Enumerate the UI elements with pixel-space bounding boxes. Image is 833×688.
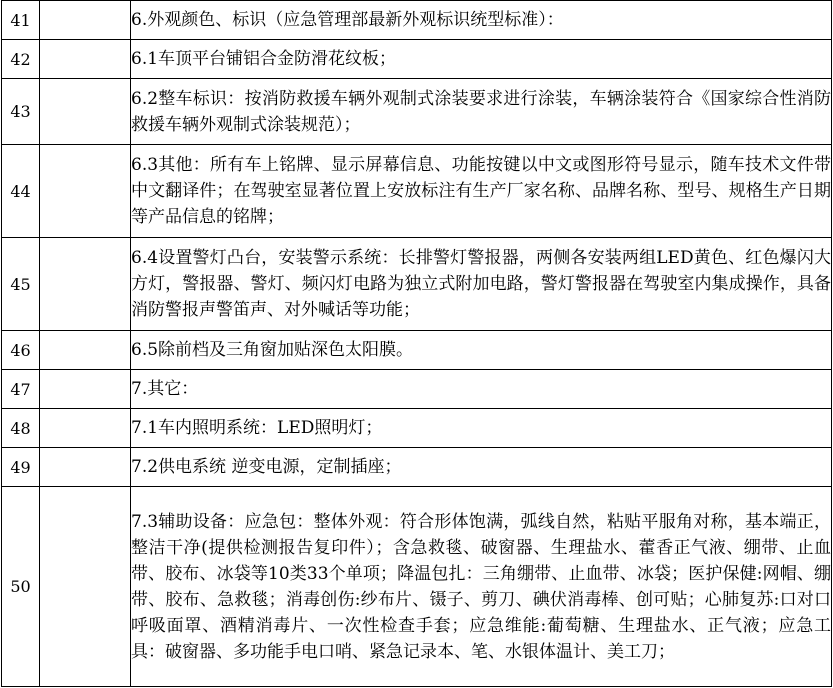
table-row [2,409,832,448]
row-text: 7.1车内照明系统：LED照明灯； [131,409,832,448]
table-row [2,145,832,238]
row-text: 7.2供电系统 逆变电源，定制插座； [131,448,832,487]
row-number: 49 [2,448,40,487]
row-number: 44 [2,145,40,238]
empty-cell [40,238,131,331]
row-text: 6.3其他：所有车上铭牌、显示屏幕信息、功能按键以中文或图形符号显示，随车技术文件带中文翻译件；在驾驶室显著位置上安放标注有生产厂家名称、品牌名称、型号、规格生产日期等产品信息的铭牌； [131,145,832,238]
empty-cell [40,40,131,79]
empty-cell [40,370,131,409]
row-text: 6.1车顶平台铺铝合金防滑花纹板； [131,40,832,79]
empty-cell [40,448,131,487]
row-number: 41 [2,1,40,40]
row-text: 6.2整车标识：按消防救援车辆外观制式涂装要求进行涂装，车辆涂装符合《国家综合性消防救援车辆外观制式涂装规范）； [131,79,832,145]
row-text: 6.5除前档及三角窗加贴深色太阳膜。 [131,331,832,370]
table-row [2,40,832,79]
empty-cell [40,79,131,145]
row-number: 46 [2,331,40,370]
table-row [2,370,832,409]
row-number: 42 [2,40,40,79]
table-row [2,238,832,331]
row-number: 50 [2,487,40,687]
row-number: 45 [2,238,40,331]
empty-cell [40,145,131,238]
row-number: 47 [2,370,40,409]
table-row [2,79,832,145]
row-number: 43 [2,79,40,145]
empty-cell [40,487,131,687]
table-row [2,1,832,40]
row-text: 6.4设置警灯凸台，安装警示系统：长排警灯警报器，两侧各安装两组LED黄色、红色爆闪大方灯，警报器、警灯、频闪灯电路为独立式附加电路，警灯警报器在驾驶室内集成操作，具备消防警报声警笛声、对外喊话等功能； [131,238,832,331]
empty-cell [40,1,131,40]
table-row [2,487,832,687]
empty-cell [40,409,131,448]
empty-cell [40,331,131,370]
row-text: 7.3辅助设备：应急包：整体外观：符合形体饱满，弧线自然，粘贴平服角对称，基本端正，整洁干净(提供检测报告复印件）；含急救毯、破窗器、生理盐水、藿香正气液、绷带、止血带、胶布、冰袋等10类33个单项；降温包扎：三角绷带、止血带、冰袋；医护保健:网帽、绷带、胶布、急救毯；消毒创伤:纱布片、镊子、剪刀、碘伏消毒棒、创可贴；心肺复苏:口对口呼吸面罩、酒精消毒片、一次性检查手套；应急维能:葡萄糖、生理盐水、正气液；应急工具：破窗器、多功能手电口哨、紧急记录本、笔、水银体温计、美工刀； [131,487,832,687]
spec-table [1,0,832,687]
table-row [2,448,832,487]
row-number: 48 [2,409,40,448]
row-text: 6.外观颜色、标识（应急管理部最新外观标识统型标准）： [131,1,832,40]
row-text: 7.其它： [131,370,832,409]
table-row [2,331,832,370]
